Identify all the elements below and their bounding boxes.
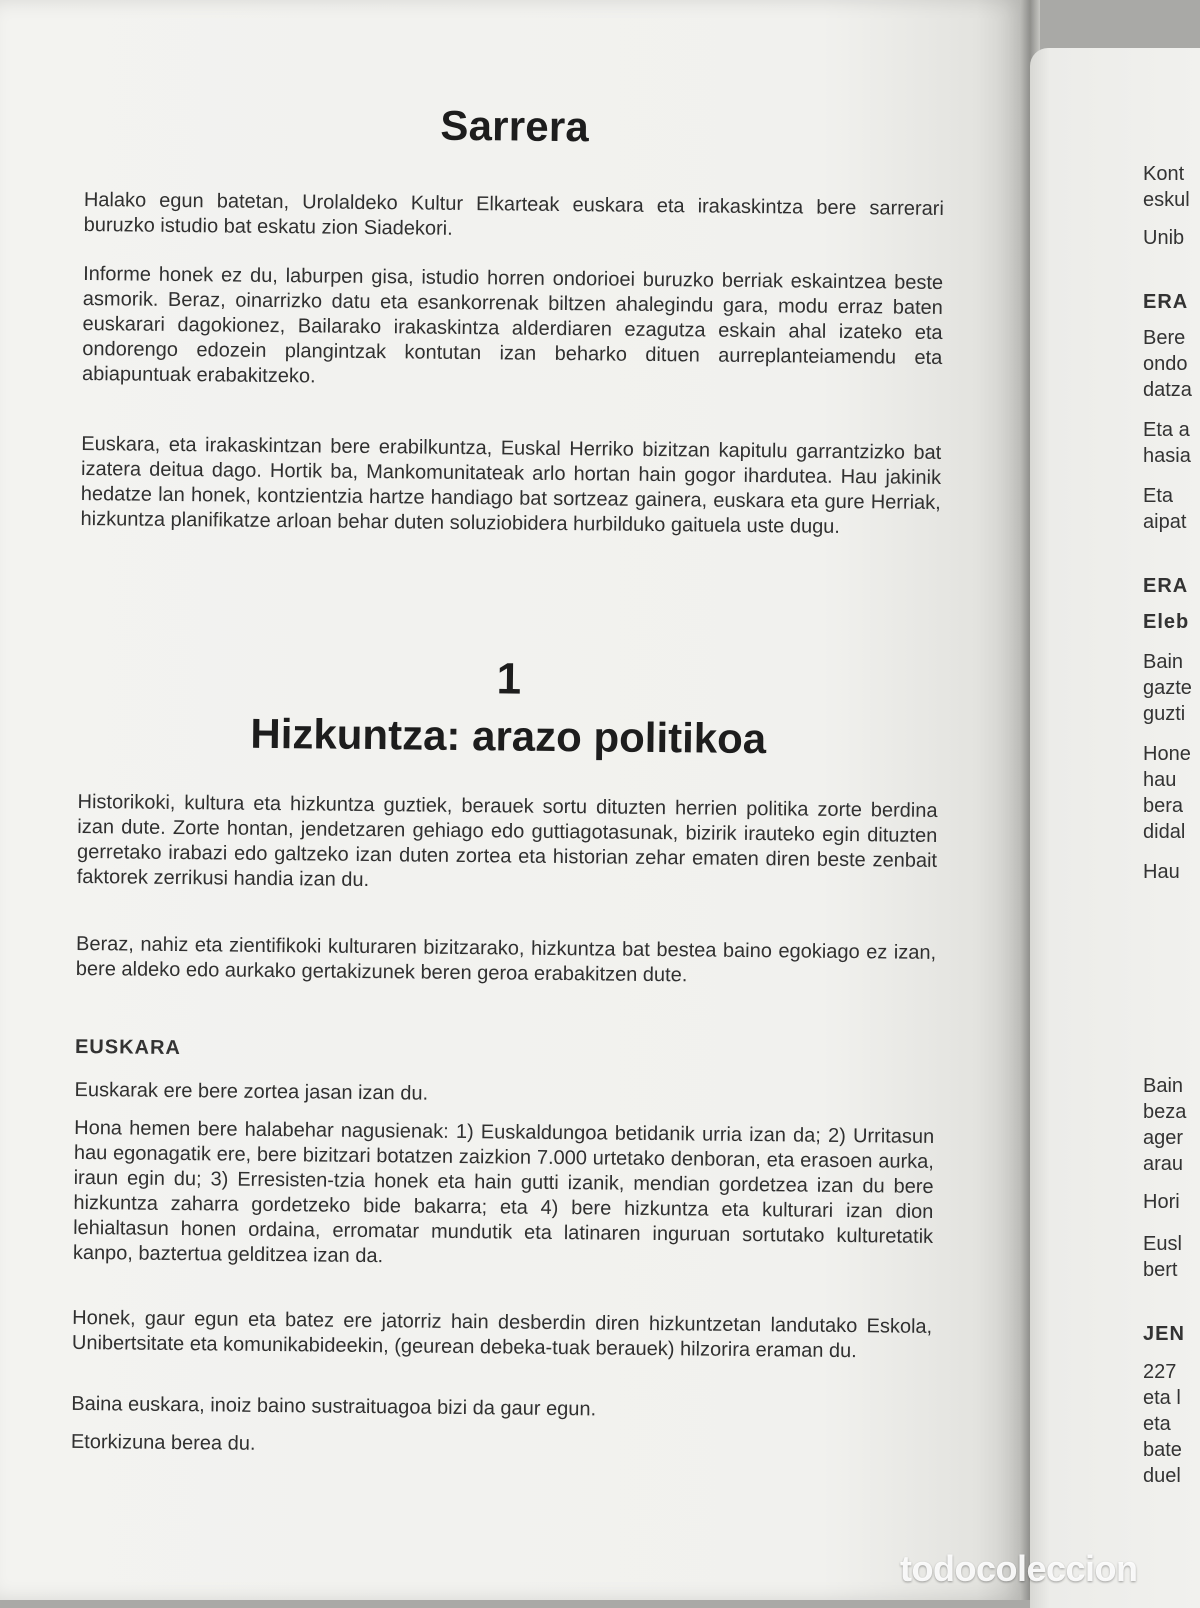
right-line: Unib — [1143, 227, 1185, 249]
right-line: ERA — [1143, 291, 1189, 313]
right-line: Kont — [1143, 163, 1185, 185]
right-line: Hone — [1143, 743, 1191, 765]
chapter-paragraph-1: Historikoki, kultura eta hizkuntza guztiek, berauek sortu dituzten herrien politika zorte berdina izan dute. Zorte hontan, jendetzaren gehiago edo guttiagotasunak, bizirik irauteko egin dituzten gerretako irabazi edo galtzeko izan duten zortea eta historian zehar ematen diren beste zenbait faktorek zerrikusi handia izan du. — [76, 790, 938, 892]
right-line: ERA — [1143, 575, 1189, 597]
right-line: bert — [1143, 1259, 1178, 1281]
right-line: eta — [1143, 1413, 1171, 1435]
right-line: eta l — [1143, 1387, 1181, 1409]
section-paragraph-3: Honek, gaur egun eta batez ere jatorriz hain desberdin diren hizkuntzetan landutako Eskola, Unibertsitate eta komunikabideekin, (geurean debeka-tuak berauek) hilzorira eraman du. — [71, 1306, 933, 1363]
chapter-paragraph-2: Beraz, nahiz eta zientifikoki kulturaren bizitzarako, hizkuntza bat bestea baino egokiago ez izan, bere aldeko edo aurkako gertakizunek beren geroa erabakitzen dute. — [75, 932, 937, 987]
right-line: 227 — [1143, 1361, 1177, 1383]
section-paragraph-4: Baina euskara, inoiz baino sustraituagoa bizi da gaur egun. — [71, 1392, 597, 1421]
right-line: datza — [1143, 379, 1192, 401]
right-line: Bere — [1143, 327, 1186, 349]
right-line: bera — [1143, 795, 1184, 817]
right-line: Hori — [1143, 1191, 1180, 1213]
right-line: duel — [1143, 1465, 1181, 1487]
right-line: Eleb — [1143, 611, 1190, 633]
right-line: Eta a — [1143, 419, 1190, 441]
right-line: bate — [1143, 1439, 1182, 1461]
right-line: hau — [1143, 769, 1177, 791]
right-line: Eta — [1143, 485, 1174, 507]
right-line: hasia — [1143, 445, 1191, 467]
chapter-title: Hizkuntza: arazo politikoa — [250, 709, 767, 763]
right-line: Bain — [1143, 651, 1184, 673]
right-line: Hau — [1143, 861, 1180, 883]
section-paragraph-1: Euskarak ere bere zortea jasan izan du. — [74, 1078, 429, 1105]
intro-paragraph-3: Euskara, eta irakaskintzan bere erabilkuntza, Euskal Herriko bizitzan kapitulu garrantzizko bat izatera deitua dago. Hortik ba, Mankomunitateak arlo hortan hain gogor ihardutea. Hau jakinik hedatze lan honek, kontzientzia hartze handiago bat sortzeaz gainera, euskara eta gure Herriak, hizkuntza planifikatze arloan behar duten soluziobidera hurbilduko gaituela uste dugu. — [80, 432, 942, 538]
right-line: gazte — [1143, 677, 1192, 699]
right-line: ondo — [1143, 353, 1188, 375]
section-heading: EUSKARA — [74, 1035, 182, 1060]
right-line: didal — [1143, 821, 1186, 843]
right-line: arau — [1143, 1153, 1184, 1175]
right-line: Eusl — [1143, 1233, 1182, 1255]
intro-paragraph-1: Halako egun batetan, Urolaldeko Kultur Elkarteak euskara eta irakaskintza bere sarrerari buruzko istudio bat eskatu zion Siadekori. — [83, 188, 944, 240]
page-title: Sarrera — [440, 101, 590, 151]
right-line: eskul — [1143, 189, 1190, 211]
right-line: aipat — [1143, 511, 1187, 533]
right-line: beza — [1143, 1101, 1187, 1123]
right-line: ager — [1143, 1127, 1184, 1149]
right-line: guzti — [1143, 703, 1186, 725]
section-paragraph-5: Etorkizuna berea du. — [70, 1430, 256, 1455]
section-paragraph-2: Hona hemen bere halabehar nagusienak: 1) Euskaldungoa betidanik urria izan da; 2) Urritasun hau egonagatik ere, bere bizitzari botatzen zaizkion 7.000 urtetako denboran, eta erasoen aurka, iraun egin du; 3) Erresisten-tzia honek eta hain gutti izanik, mendian gordetzea izan du bere hizkuntza zaharra gordetzeko bide bakarra; eta 4) bere hizkuntza eta kulturari izan dion lehialtasun honen ordaina, erromatar mundutik eta latinaren inguruan sortutako kulturetatik kanpo, baztertua gelditzea izan da. — [72, 1116, 935, 1268]
intro-paragraph-2: Informe honek ez du, laburpen gisa, istudio horren ondorioei buruzko berriak eskaintzea beste asmorik. Beraz, oinarrizko datu eta esankorrenak biltzen ahalegindu gara, modu erraz baten euskarari dagokionez, Bailarako irakaskintza alderdiaren ezagutza eskain ahal izateko eta ondorengo edozein plangintzak kontutan izan beharko dituen aurreplanteiamendu eta abiapuntuak erabakitzeko. — [81, 262, 944, 388]
right-line: Bain — [1143, 1075, 1184, 1097]
watermark-logo: todocoleccion — [900, 1548, 1138, 1589]
right-line: JEN — [1143, 1323, 1185, 1345]
chapter-number: 1 — [496, 654, 522, 704]
